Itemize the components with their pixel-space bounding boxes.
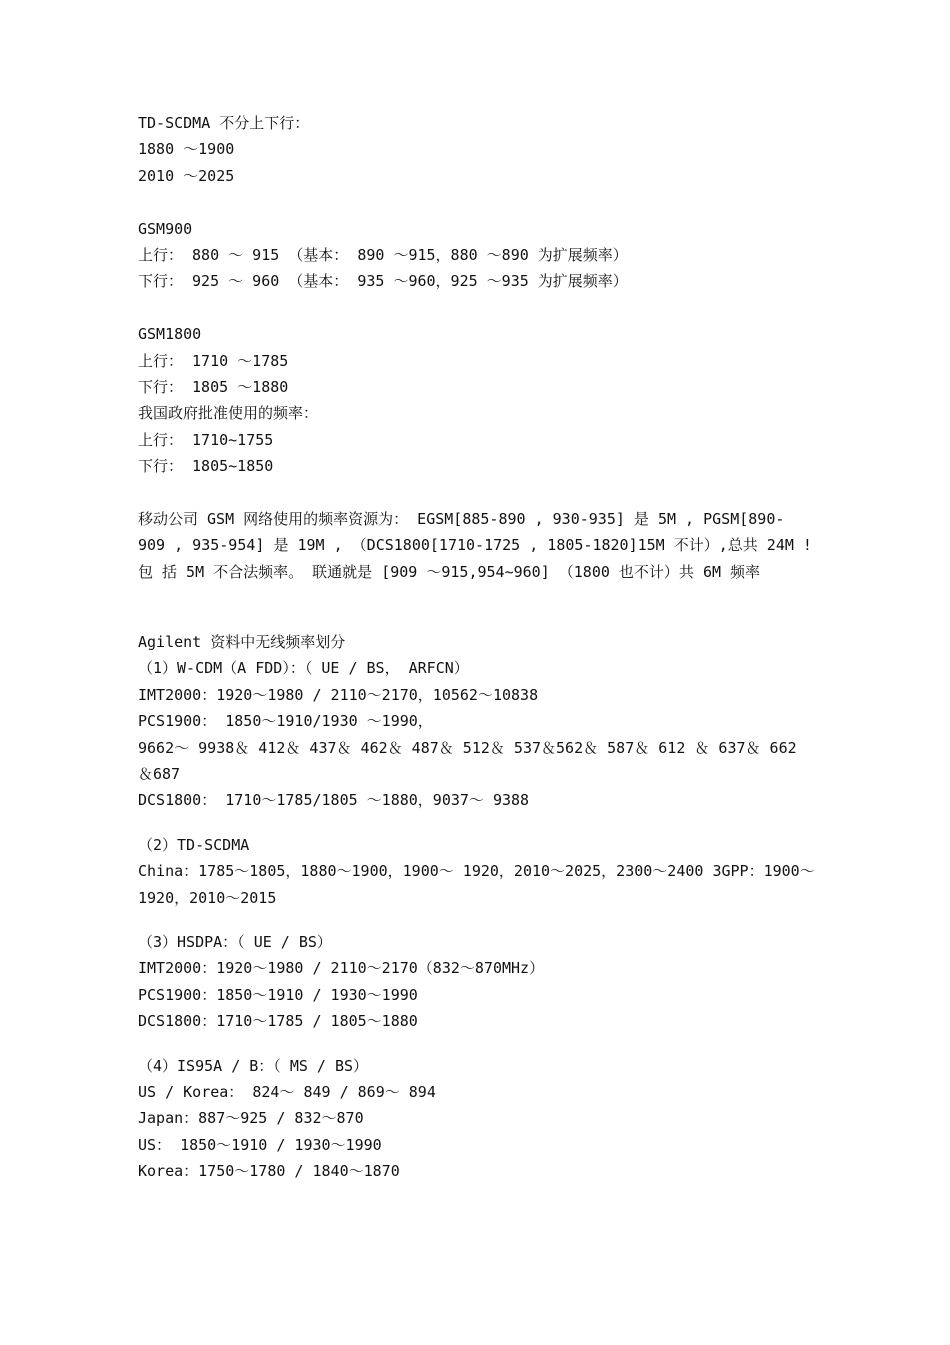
gsm1800-title: GSM1800	[138, 325, 202, 344]
is95-us: US： 1850～1910 / 1930～1990	[138, 1135, 382, 1154]
spacer	[138, 1035, 828, 1053]
tdscdma-title: TD-SCDMA 不分上下行：	[138, 114, 310, 132]
wcdma-imt2000: IMT2000：1920～1980 / 2110～2170，10562～10838	[138, 685, 539, 704]
mobile-paragraph-line-1: 移动公司 GSM 网络使用的频率资源为： EGSM[885-890 , 930-935] 是 5M , PGSM[890-	[138, 509, 785, 528]
is95-us-korea: US / Korea： 824～ 849 / 869～ 894	[138, 1082, 436, 1101]
tdscdma-china-line-2: 1920，2010～2015	[138, 888, 277, 907]
is95-korea: Korea：1750～1780 / 1840～1870	[138, 1162, 400, 1181]
gsm1800-downlink: 下行： 1805 ～1880	[138, 377, 289, 396]
spacer	[138, 585, 828, 629]
tdscdma-china-line-1: China：1785～1805，1880～1900，1900～ 1920，2010～2025，2300～2400 3GPP：1900～	[138, 862, 815, 881]
tdscdma-band-2: 2010 ～2025	[138, 166, 235, 185]
mobile-paragraph-line-3: 包 括 5M 不合法频率。 联通就是 [909 ～915,954~960] （1800 也不计）共 6M 频率	[138, 562, 761, 581]
tdscdma-band-1: 1880 ～1900	[138, 140, 235, 159]
tdscdma-heading: （2）TD-SCDMA	[138, 835, 250, 854]
gsm900-title: GSM900	[138, 219, 193, 238]
gsm1800-uplink: 上行： 1710 ～1785	[138, 351, 289, 370]
gsm900-uplink: 上行： 880 ～ 915 （基本： 890 ～915，880 ～890 为扩展频率）	[138, 245, 628, 264]
wcdma-dcs1800: DCS1800： 1710～1785/1805 ～1880，9037～ 9388	[138, 791, 530, 810]
hsdpa-pcs1900: PCS1900：1850～1910 / 1930～1990	[138, 985, 418, 1004]
agilent-title: Agilent 资料中无线频率划分	[138, 633, 346, 652]
hsdpa-dcs1800: DCS1800：1710～1785 / 1805～1880	[138, 1012, 418, 1031]
wcdma-arfcn-line-1: 9662～ 9938＆ 412＆ 437＆ 462＆ 487＆ 512＆ 537＆562＆ 587＆ 612 ＆ 637＆ 662	[138, 738, 797, 757]
hsdpa-imt2000: IMT2000：1920～1980 / 2110～2170（832～870MHz）	[138, 959, 545, 978]
hsdpa-heading: （3）HSDPA：（ UE / BS）	[138, 932, 332, 951]
mobile-paragraph-line-2: 909 , 935-954] 是 19M , （DCS1800[1710-1725 , 1805-1820]15M 不计）,总共 24M !	[138, 536, 812, 555]
gov-uplink: 上行： 1710~1755	[138, 430, 274, 449]
wcdma-arfcn-line-2: ＆687	[138, 764, 181, 783]
wcdma-pcs1900: PCS1900： 1850～1910/1930 ～1990，	[138, 712, 433, 731]
gsm900-downlink: 下行： 925 ～ 960 （基本： 935 ～960，925 ～935 为扩展频率）	[138, 272, 628, 291]
is95-japan: Japan：887～925 / 832～870	[138, 1109, 364, 1128]
spacer	[138, 814, 828, 832]
gov-downlink: 下行： 1805~1850	[138, 457, 274, 476]
spacer	[138, 911, 828, 929]
spacer	[138, 479, 828, 505]
is95-heading: （4）IS95A / B：（ MS / BS）	[138, 1056, 369, 1075]
spacer	[138, 189, 828, 215]
spacer	[138, 295, 828, 321]
wcdma-heading: （1）W-CDM（A FDD）：（ UE / BS， ARFCN）	[138, 659, 469, 678]
document-page	[138, 110, 828, 1184]
gov-approved-title: 我国政府批准使用的频率：	[138, 404, 319, 423]
